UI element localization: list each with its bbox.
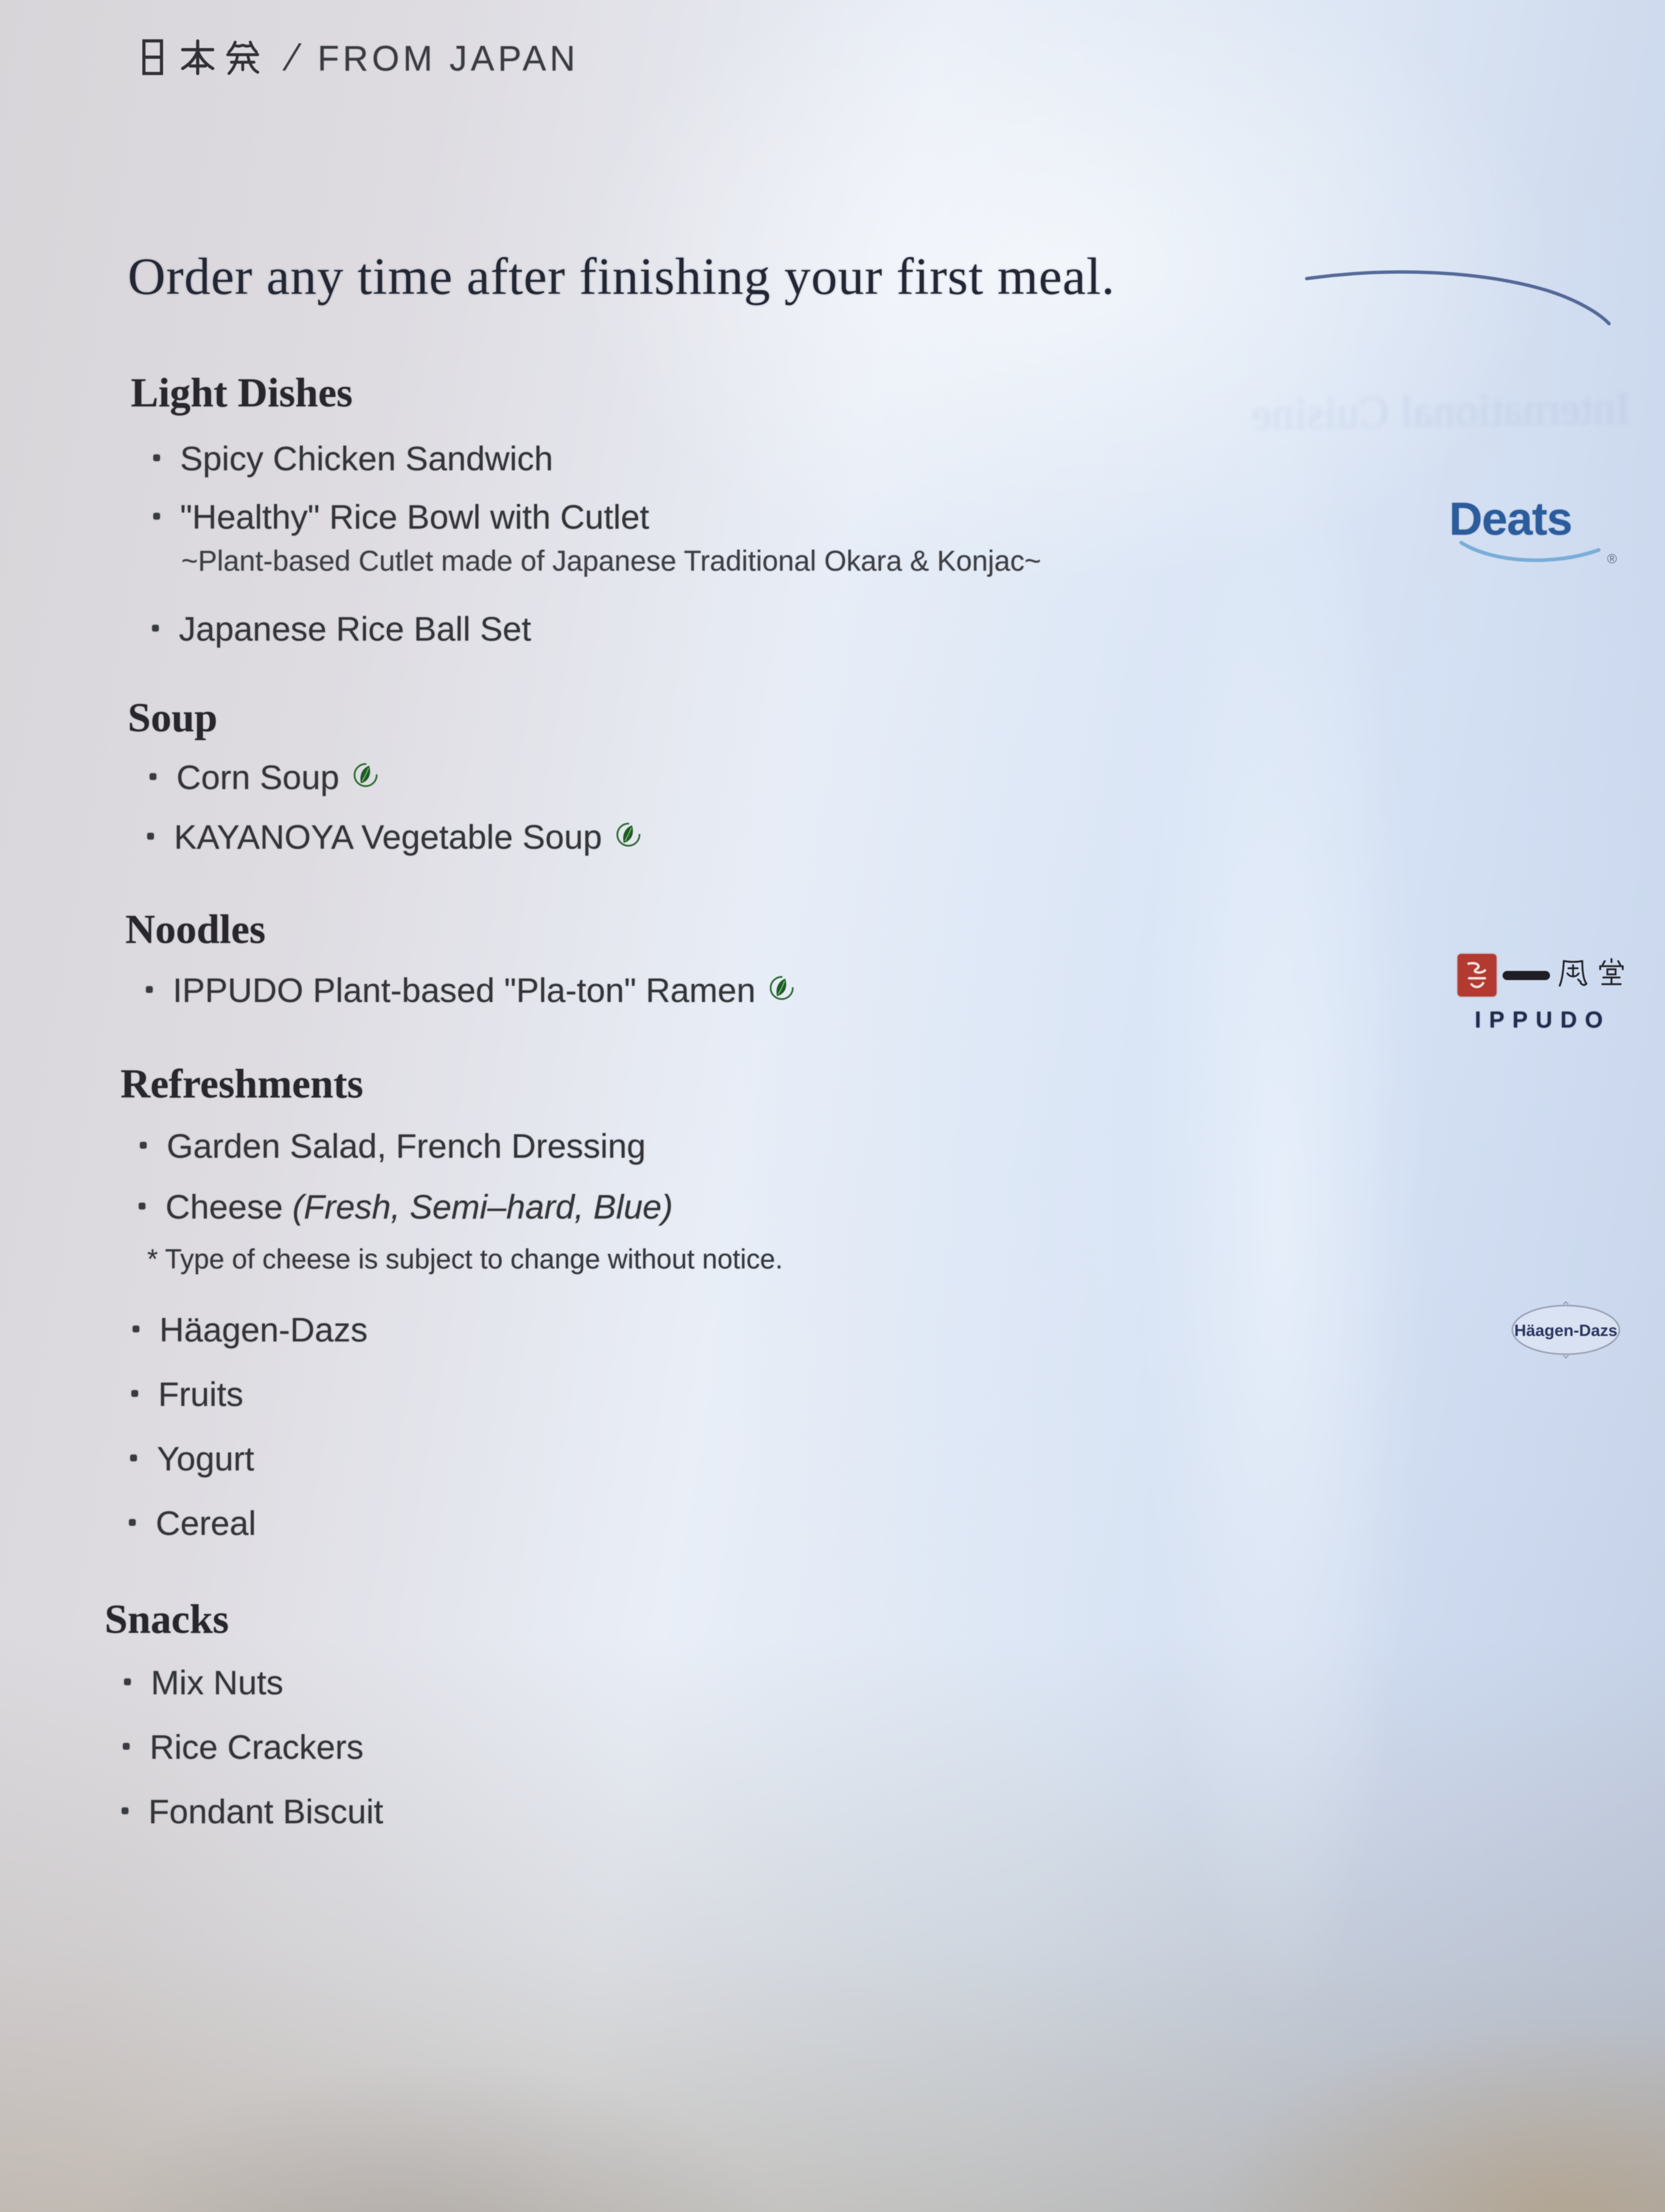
- item-label: Japanese Rice Ball Set: [179, 610, 532, 648]
- list-item: [147, 818, 642, 859]
- item-label: Cereal: [156, 1504, 256, 1542]
- list-item: [122, 1792, 383, 1831]
- list-item: [133, 1310, 367, 1349]
- bullet-icon: [147, 833, 154, 840]
- bullet-icon: [146, 986, 153, 993]
- section-heading-noodles: Noodles: [125, 906, 266, 952]
- item-note: ~Plant-based Cutlet made of Japanese Traditional Okara & Konjac~: [181, 544, 1041, 577]
- vegetarian-leaf-icon: [614, 818, 642, 857]
- item-label: Cheese (Fresh, Semi–hard, Blue): [165, 1188, 673, 1226]
- bullet-icon: [131, 1390, 138, 1397]
- list-item: [150, 758, 380, 799]
- item-label: KAYANOYA Vegetable Soup: [174, 818, 642, 859]
- list-item: [130, 1439, 254, 1478]
- ippudo-kanji-do: [1595, 948, 1628, 999]
- list-item: [124, 1663, 283, 1702]
- page-title: Order any time after finishing your first meal.: [128, 247, 1116, 305]
- list-item: [153, 498, 649, 537]
- bullet-icon: [122, 1807, 128, 1814]
- item-label: "Healthy" Rice Bowl with Cutlet: [180, 498, 650, 536]
- item-label: Garden Salad, French Dressing: [167, 1127, 646, 1165]
- ippudo-kanji-row: [1458, 948, 1628, 999]
- ippudo-logo-text: IPPUDO: [1475, 1007, 1611, 1033]
- section-heading-light-dishes: Light Dishes: [131, 369, 353, 416]
- haagen-dazs-logo-text: Häagen-Dazs: [1514, 1321, 1618, 1340]
- deats-swoosh-icon: [1458, 538, 1604, 571]
- bullet-icon: [130, 1455, 137, 1461]
- bullet-icon: [139, 1203, 145, 1209]
- deats-logo-text: Deats: [1449, 493, 1572, 545]
- list-item: [139, 1188, 673, 1226]
- list-item: [152, 610, 531, 649]
- ippudo-logo: [1458, 948, 1628, 1034]
- header-title-en: FROM JAPAN: [318, 39, 579, 78]
- item-label: Corn Soup: [176, 758, 380, 799]
- header-slash: /: [281, 31, 304, 82]
- item-label: Fruits: [158, 1375, 243, 1413]
- item-label: Spicy Chicken Sandwich: [180, 439, 554, 478]
- bullet-icon: [129, 1519, 136, 1526]
- item-label: Yogurt: [157, 1439, 254, 1478]
- bullet-icon: [140, 1142, 147, 1149]
- bullet-icon: [152, 625, 159, 631]
- section-heading-soup: Soup: [128, 694, 218, 740]
- list-item: [123, 1728, 364, 1767]
- bullet-icon: [133, 1326, 139, 1332]
- item-label: Häagen-Dazs: [159, 1310, 368, 1349]
- ippudo-kanji-fu: [1556, 948, 1589, 999]
- vegetarian-leaf-icon: [768, 971, 796, 1010]
- bullet-icon: [153, 513, 160, 520]
- vegetarian-leaf-icon: [352, 758, 380, 797]
- deats-logo: [1449, 493, 1617, 572]
- list-item: [131, 1375, 243, 1414]
- item-label: Fondant Biscuit: [148, 1792, 383, 1831]
- item-label: Mix Nuts: [151, 1663, 283, 1702]
- bullet-icon: [153, 454, 160, 461]
- cheese-footnote: * Type of cheese is subject to change without notice.: [147, 1243, 783, 1275]
- item-label: Rice Crackers: [150, 1728, 364, 1766]
- ghost-bleedthrough-text: International Cuisine: [1251, 383, 1631, 440]
- list-item: [129, 1504, 256, 1543]
- ippudo-kanji-ichi: [1503, 971, 1550, 980]
- ippudo-seal-icon: [1458, 954, 1496, 996]
- registered-mark: ®: [1607, 551, 1617, 566]
- list-item: [140, 1127, 646, 1166]
- bullet-icon: [123, 1743, 130, 1750]
- bullet-icon: [150, 773, 156, 780]
- haagen-dazs-logo: [1507, 1301, 1624, 1362]
- section-heading-refreshments: Refreshments: [120, 1060, 364, 1107]
- list-item: [146, 971, 796, 1012]
- header-kanji-nihonhatsu: [133, 37, 263, 77]
- page-header: [133, 32, 579, 82]
- bullet-icon: [124, 1678, 131, 1685]
- section-heading-snacks: Snacks: [105, 1596, 229, 1642]
- title-underline-swoosh: [1302, 263, 1618, 333]
- list-item: [153, 439, 553, 478]
- item-label: IPPUDO Plant-based "Pla-ton" Ramen: [173, 971, 796, 1012]
